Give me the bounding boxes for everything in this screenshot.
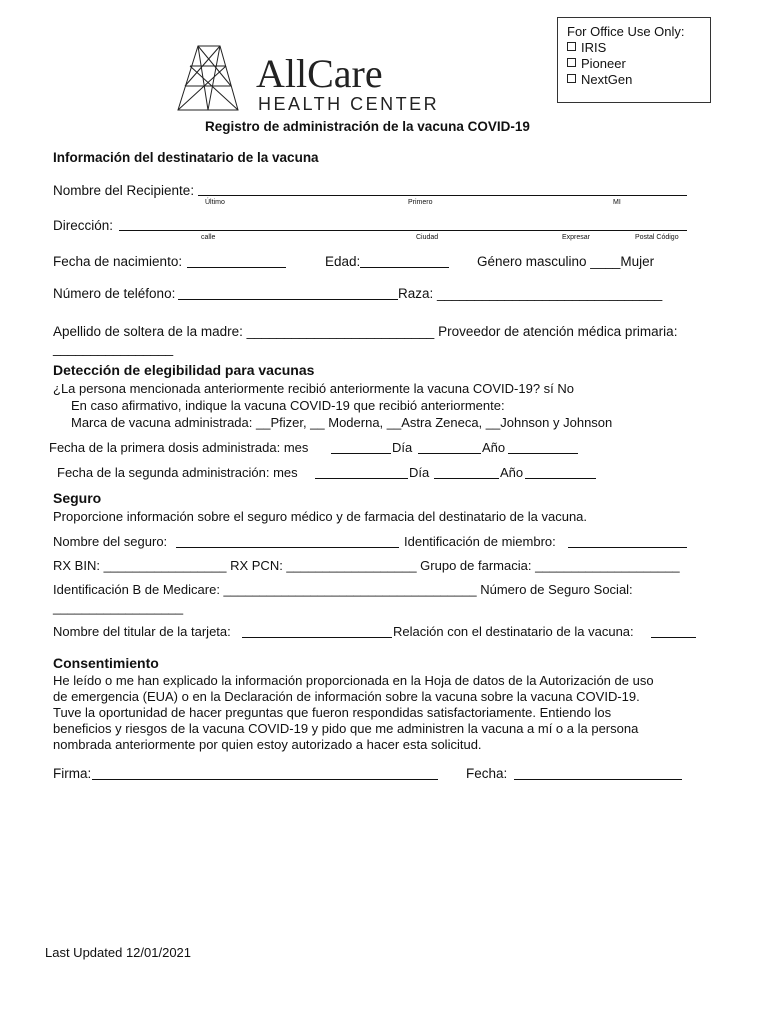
dose1-year-label: Año	[482, 440, 506, 455]
dose2-year-field[interactable]	[525, 478, 596, 479]
gender-text: Género masculino ____Mujer	[477, 254, 655, 269]
dob-label: Fecha de nacimiento:	[53, 254, 183, 269]
address-label: Dirección:	[53, 218, 114, 233]
checkbox-icon[interactable]	[567, 42, 576, 51]
office-option-pioneer[interactable]: Pioneer	[567, 56, 710, 72]
eligibility-q3: Marca de vacuna administrada: __Pfizer, __ Moderna, __Astra Zeneca, __Johnson y Johnson	[71, 415, 613, 430]
maiden-name-cont: ________________	[53, 341, 174, 356]
checkbox-icon[interactable]	[567, 74, 576, 83]
dose1-label: Fecha de la primera dosis administrada: mes	[49, 440, 309, 455]
consent-date-label: Fecha:	[466, 766, 508, 781]
race-label: Raza: ______________________________	[398, 286, 663, 301]
member-id-label: Identificación de miembro:	[404, 534, 556, 549]
address-sub-state: Expresar	[562, 234, 591, 241]
dose1-day-field[interactable]	[418, 453, 481, 454]
dose2-label: Fecha de la segunda administración: mes	[57, 465, 298, 480]
eligibility-q1: ¿La persona mencionada anteriormente recibió anteriormente la vacuna COVID-19? sí No	[53, 381, 574, 396]
insurance-intro: Proporcione información sobre el seguro médico y de farmacia del destinatario de la vacuna.	[53, 509, 588, 524]
maiden-name-text: Apellido de soltera de la madre: _________________________ Proveedor de atención médica primaria:	[53, 324, 678, 339]
eligibility-q2: En caso afirmativo, indique la vacuna COVID-19 que recibió anteriormente:	[71, 398, 505, 413]
form-title: Registro de administración de la vacuna COVID-19	[205, 119, 530, 134]
logo-subtitle: HEALTH CENTER	[258, 94, 440, 114]
consent-line: nombrada anteriormente por quien estoy autorizado a hacer esta solicitud.	[53, 737, 482, 752]
logo-name: AllCare	[256, 51, 383, 96]
address-sub-city: Ciudad	[416, 234, 439, 241]
office-option-nextgen[interactable]: NextGen	[567, 72, 710, 88]
insurance-name-label: Nombre del seguro:	[53, 534, 168, 549]
name-sub-last: Último	[205, 199, 225, 206]
office-use-heading: For Office Use Only:	[567, 24, 685, 39]
checkbox-icon[interactable]	[567, 58, 576, 67]
name-sub-mi: MI	[613, 199, 621, 206]
address-field[interactable]	[119, 230, 687, 231]
relation-field[interactable]	[651, 637, 696, 638]
consent-line: beneficios y riesgos de la vacuna COVID-19 y pido que me administren la vacuna a mí o a la persona	[53, 721, 639, 736]
cardholder-label: Nombre del titular de la tarjeta:	[53, 624, 231, 639]
dose1-day-label: Día	[392, 440, 413, 455]
age-field[interactable]	[360, 267, 449, 268]
dose1-year-field[interactable]	[508, 453, 578, 454]
recipient-heading: Información del destinatario de la vacuna	[53, 150, 319, 165]
dose2-year-label: Año	[500, 465, 524, 480]
consent-date-field[interactable]	[514, 779, 682, 780]
consent-line: de emergencia (EUA) o en la Declaración de información sobre la vacuna sobre la vacuna COVID-19.	[53, 689, 640, 704]
insurance-name-field[interactable]	[176, 547, 399, 548]
signature-label: Firma:	[53, 766, 92, 781]
medicare-cont: __________________	[53, 600, 184, 615]
consent-heading: Consentimiento	[53, 655, 159, 671]
medicare-text: Identificación B de Medicare: ___________________________________ Número de Seguro Social:	[53, 582, 633, 597]
rx-fields-text: RX BIN: _________________ RX PCN: __________________ Grupo de farmacia: ____________________	[53, 558, 680, 573]
last-updated: Last Updated 12/01/2021	[45, 945, 192, 960]
relation-label: Relación con el destinatario de la vacuna:	[393, 624, 634, 639]
dose1-month-field[interactable]	[331, 453, 391, 454]
dose2-day-field[interactable]	[434, 478, 499, 479]
eligibility-heading: Detección de elegibilidad para vacunas	[53, 362, 315, 378]
insurance-heading: Seguro	[53, 490, 102, 506]
address-sub-zip: Postal Código	[635, 234, 679, 241]
signature-field[interactable]	[92, 779, 438, 780]
consent-line: He leído o me han explicado la información proporcionada en la Hoja de datos de la Autorización de uso	[53, 673, 654, 688]
cardholder-field[interactable]	[242, 637, 392, 638]
dose2-month-field[interactable]	[315, 478, 408, 479]
phone-field[interactable]	[178, 299, 398, 300]
recipient-name-field[interactable]	[198, 195, 687, 196]
office-use-box	[557, 17, 711, 103]
name-sub-first: Primero	[408, 199, 433, 206]
allcare-logo-icon	[176, 44, 240, 112]
age-label: Edad:	[325, 254, 361, 269]
recipient-name-label: Nombre del Recipiente:	[53, 183, 195, 198]
member-id-field[interactable]	[568, 547, 687, 548]
address-sub-street: calle	[201, 234, 216, 241]
office-option-iris[interactable]: IRIS	[567, 40, 710, 56]
dob-field[interactable]	[187, 267, 286, 268]
dose2-day-label: Día	[409, 465, 430, 480]
consent-line: Tuve la oportunidad de hacer preguntas que fueron respondidas satisfactoriamente. Entiendo los	[53, 705, 612, 720]
phone-label: Número de teléfono:	[53, 286, 176, 301]
